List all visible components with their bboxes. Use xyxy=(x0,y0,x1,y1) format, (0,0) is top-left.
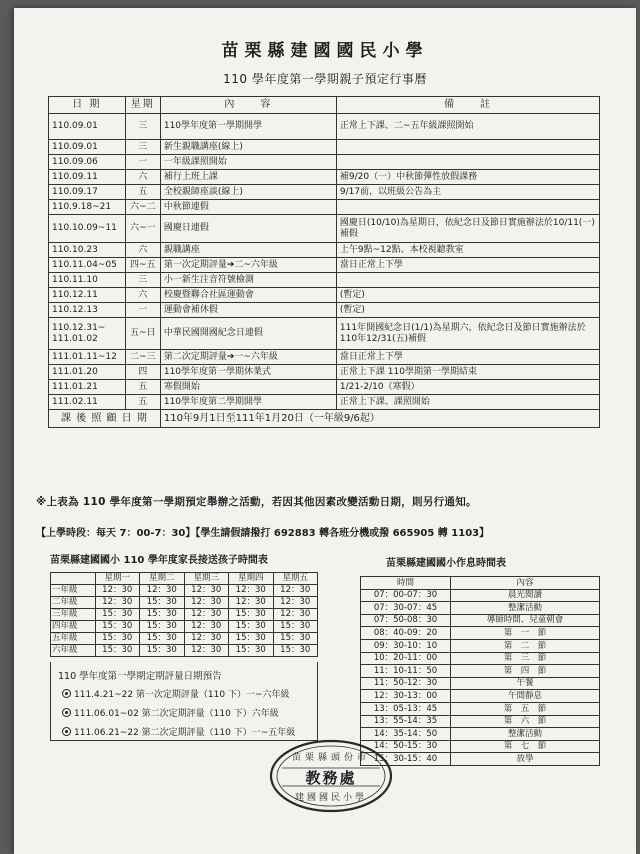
pickup-row xyxy=(51,585,318,597)
office-seal-stamp xyxy=(268,738,394,814)
header-weekday: 星期 xyxy=(125,97,160,114)
rest-time: 09：30-10：10 xyxy=(361,639,451,652)
exam-preview-title: 110 學年度第一學期定期評量日期預告 xyxy=(58,671,222,682)
calendar-weekday: 三 xyxy=(125,273,160,288)
calendar-date: 111.01.20 xyxy=(49,365,126,380)
rest-row xyxy=(361,652,600,665)
rest-row xyxy=(361,753,600,766)
calendar-row xyxy=(49,395,600,410)
calendar-date: 110.10.09~11 xyxy=(49,215,126,243)
calendar-date: 110.9.18~21 xyxy=(49,200,126,215)
rest-row xyxy=(361,690,600,703)
pickup-header-cell xyxy=(51,573,96,585)
pickup-grade: 一年級 xyxy=(51,585,96,597)
exam-item: 111.06.21~22 第二次定期評量（110 下）一~五年級 xyxy=(62,725,322,738)
calendar-row xyxy=(49,185,600,200)
calendar-row xyxy=(49,258,600,273)
rest-header-time: 時間 xyxy=(361,577,451,590)
pickup-time: 12：30 xyxy=(140,585,185,597)
rest-schedule-table xyxy=(360,576,600,766)
pickup-grade: 四年級 xyxy=(51,621,96,633)
calendar-item: 第一次定期評量➔二~六年級 xyxy=(160,258,336,273)
calendar-row xyxy=(49,200,600,215)
pickup-time: 12：30 xyxy=(184,609,229,621)
rest-table-title: 苗栗縣建國國小作息時間表 xyxy=(386,558,506,569)
pickup-time: 12：30 xyxy=(229,585,274,597)
calendar-date: 110.09.06 xyxy=(49,155,126,170)
rest-content: 第 五 節 xyxy=(451,702,600,715)
seal-bottom-text: 建國國民小學 xyxy=(294,793,368,803)
calendar-item: 寒假開始 xyxy=(160,380,336,395)
school-name: 苗栗縣建國國民小學 xyxy=(221,41,429,61)
document-page xyxy=(14,8,636,854)
calendar-weekday: 五 xyxy=(125,380,160,395)
calendar-item: 補行上班上課 xyxy=(160,170,336,185)
rest-content: 導師時間、兒童朝會 xyxy=(451,614,600,627)
calendar-date: 111.02.11 xyxy=(49,395,126,410)
rest-row xyxy=(361,602,600,615)
pickup-table-title: 苗栗縣建國國小 110 學年度家長接送孩子時間表 xyxy=(50,555,268,566)
bullet-icon xyxy=(62,689,71,698)
pickup-time: 12：30 xyxy=(273,585,318,597)
rest-header-content: 內容 xyxy=(451,577,600,590)
pickup-time: 12：30 xyxy=(184,621,229,633)
calendar-note xyxy=(336,200,599,215)
rest-time: 13：05-13：45 xyxy=(361,702,451,715)
calendar-date: 110.09.11 xyxy=(49,170,126,185)
pickup-time: 12：30 xyxy=(184,645,229,657)
rest-time: 11：50-12：30 xyxy=(361,677,451,690)
rest-row xyxy=(361,627,600,640)
calendar-weekday: 三 xyxy=(125,140,160,155)
calendar-date: 110.10.23 xyxy=(49,243,126,258)
calendar-note: 1/21-2/10（寒假） xyxy=(336,380,599,395)
calendar-date: 110.11.04~05 xyxy=(49,258,126,273)
after-school-care-label: 課 後 照 顧 日 期 xyxy=(49,410,161,428)
pickup-time: 12：30 xyxy=(184,585,229,597)
calendar-item: 新生親職講座(線上) xyxy=(160,140,336,155)
exam-item: 111.06.01~02 第二次定期評量（110 下）六年級 xyxy=(62,706,322,719)
rest-time: 07：50-08：30 xyxy=(361,614,451,627)
rest-time: 10：20-11：00 xyxy=(361,652,451,665)
calendar-weekday: 六~一 xyxy=(125,215,160,243)
calendar-note xyxy=(336,155,599,170)
rest-time: 14：35-14：50 xyxy=(361,728,451,741)
calendar-row xyxy=(49,170,600,185)
calendar-weekday: 五~日 xyxy=(125,318,160,350)
bullet-icon xyxy=(62,727,71,736)
calendar-note: 當日正常上下學 xyxy=(336,258,599,273)
calendar-row xyxy=(49,215,600,243)
calendar-date: 110.12.11 xyxy=(49,288,126,303)
calendar-date: 111.01.11~12 xyxy=(49,350,126,365)
after-school-care-row xyxy=(49,410,600,428)
calendar-date: 110.09.17 xyxy=(49,185,126,200)
calendar-weekday: 三 xyxy=(125,114,160,140)
seal-icon xyxy=(268,738,394,814)
pickup-grade: 三年級 xyxy=(51,609,96,621)
calendar-note: 補9/20（一）中秋節彈性放假課務 xyxy=(336,170,599,185)
pickup-time: 12：30 xyxy=(184,633,229,645)
calendar-weekday: 六~二 xyxy=(125,200,160,215)
pickup-table xyxy=(50,572,318,657)
rest-content: 第 六 節 xyxy=(451,715,600,728)
pickup-row xyxy=(51,645,318,657)
calendar-item: 第二次定期評量➔一~六年級 xyxy=(160,350,336,365)
rest-content: 放學 xyxy=(451,753,600,766)
calendar-row xyxy=(49,303,600,318)
calendar-note: 9/17前，以班級公告為主 xyxy=(336,185,599,200)
calendar-date: 110.12.31~ 111.01.02 xyxy=(49,318,126,350)
calendar-header-row xyxy=(49,97,600,114)
calendar-title: 110 學年度第一學期親子預定行事曆 xyxy=(223,72,427,86)
pickup-header-row xyxy=(51,573,318,585)
pickup-time: 15：30 xyxy=(140,609,185,621)
rest-time: 12：30-13：00 xyxy=(361,690,451,703)
rest-content: 整潔活動 xyxy=(451,602,600,615)
rest-content: 晨光閱讀 xyxy=(451,589,600,602)
pickup-header-cell: 星期二 xyxy=(140,573,185,585)
calendar-weekday: 四~五 xyxy=(125,258,160,273)
calendar-row xyxy=(49,273,600,288)
rest-header-row xyxy=(361,577,600,590)
rest-content: 第 三 節 xyxy=(451,652,600,665)
pickup-header-cell: 星期一 xyxy=(95,573,140,585)
calendar-row xyxy=(49,365,600,380)
calendar-item: 全校親師座談(線上) xyxy=(160,185,336,200)
rest-content: 第 七 節 xyxy=(451,740,600,753)
calendar-item: 校慶暨聯合社區運動會 xyxy=(160,288,336,303)
rest-time: 14：50-15：30 xyxy=(361,740,451,753)
calendar-note: 111年開國紀念日(1/1)為星期六，依紀念日及節日實施辦法於110年12/31(五)補假 xyxy=(336,318,599,350)
pickup-time: 15：30 xyxy=(229,633,274,645)
calendar-note: (暫定) xyxy=(336,288,599,303)
pickup-time: 15：30 xyxy=(273,633,318,645)
calendar-weekday: 五 xyxy=(125,395,160,410)
calendar-row xyxy=(49,155,600,170)
rest-content: 午餐 xyxy=(451,677,600,690)
pickup-time: 12：30 xyxy=(95,585,140,597)
pickup-header-cell: 星期三 xyxy=(184,573,229,585)
calendar-note: 國慶日(10/10)為星期日，依紀念日及節日實施辦法於10/11(一)補假 xyxy=(336,215,599,243)
pickup-time: 15：30 xyxy=(229,645,274,657)
after-school-care-dates: 110年9月1日至111年1月20日（一年級9/6起） xyxy=(160,410,599,428)
pickup-header-cell: 星期四 xyxy=(229,573,274,585)
pickup-row xyxy=(51,633,318,645)
rest-content: 第 二 節 xyxy=(451,639,600,652)
calendar-item: 110學年度第一學期開學 xyxy=(160,114,336,140)
rest-row xyxy=(361,728,600,741)
rest-row xyxy=(361,715,600,728)
calendar-date: 110.09.01 xyxy=(49,114,126,140)
rest-row xyxy=(361,677,600,690)
calendar-date: 110.09.01 xyxy=(49,140,126,155)
pickup-row xyxy=(51,621,318,633)
calendar-row xyxy=(49,114,600,140)
calendar-item: 運動會補休假 xyxy=(160,303,336,318)
office-hours: 【上學時段：每天 7：00-7：30】【學生請假請撥打 692883 轉各班分機或撥 665905 轉 1103】 xyxy=(36,528,490,539)
calendar-item: 親職講座 xyxy=(160,243,336,258)
pickup-time: 15：30 xyxy=(95,609,140,621)
pickup-time: 15：30 xyxy=(273,645,318,657)
pickup-time: 12：30 xyxy=(273,597,318,609)
change-notice: ※上表為 110 學年度第一學期預定舉辦之活動，若因其他因素改變活動日期，則另行通知。 xyxy=(36,496,477,508)
pickup-time: 15：30 xyxy=(229,621,274,633)
pickup-time: 15：30 xyxy=(229,609,274,621)
calendar-row xyxy=(49,380,600,395)
rest-content: 第 四 節 xyxy=(451,665,600,678)
calendar-note: 當日正常上下學 xyxy=(336,350,599,365)
calendar-row xyxy=(49,140,600,155)
calendar-weekday: 一 xyxy=(125,155,160,170)
calendar-item: 110學年度第二學期開學 xyxy=(160,395,336,410)
calendar-weekday: 二~三 xyxy=(125,350,160,365)
calendar-weekday: 四 xyxy=(125,365,160,380)
calendar-date: 110.11.10 xyxy=(49,273,126,288)
seal-outer-text: 苗栗縣頭份市 xyxy=(291,753,371,763)
calendar-note: (暫定) xyxy=(336,303,599,318)
calendar-note xyxy=(336,140,599,155)
calendar-date: 111.01.21 xyxy=(49,380,126,395)
calendar-date: 110.12.13 xyxy=(49,303,126,318)
pickup-time: 15：30 xyxy=(140,597,185,609)
rest-row xyxy=(361,589,600,602)
calendar-row xyxy=(49,288,600,303)
rest-content: 整潔活動 xyxy=(451,728,600,741)
rest-row xyxy=(361,639,600,652)
pickup-time: 15：30 xyxy=(140,621,185,633)
pickup-time: 15：30 xyxy=(273,621,318,633)
calendar-weekday: 六 xyxy=(125,288,160,303)
calendar-weekday: 五 xyxy=(125,185,160,200)
rest-time: 08：40-09：20 xyxy=(361,627,451,640)
pickup-time: 15：30 xyxy=(140,645,185,657)
pickup-time: 15：30 xyxy=(95,621,140,633)
rest-time: 13：55-14：35 xyxy=(361,715,451,728)
header-date: 日 期 xyxy=(49,97,126,114)
calendar-weekday: 六 xyxy=(125,243,160,258)
rest-time: 07：00-07：30 xyxy=(361,589,451,602)
rest-time: 11：10-11：50 xyxy=(361,665,451,678)
pickup-row xyxy=(51,609,318,621)
rest-time: 07：30-07：45 xyxy=(361,602,451,615)
rest-time: 15：30-15：40 xyxy=(361,753,451,766)
pickup-time: 15：30 xyxy=(140,633,185,645)
calendar-item: 中華民國開國紀念日連假 xyxy=(160,318,336,350)
seal-center-text: 教務處 xyxy=(305,769,357,787)
pickup-time: 12：30 xyxy=(229,597,274,609)
pickup-time: 15：30 xyxy=(95,645,140,657)
rest-row xyxy=(361,665,600,678)
header-note: 備 註 xyxy=(336,97,599,114)
calendar-item: 小一新生注音符號檢測 xyxy=(160,273,336,288)
bullet-icon xyxy=(62,708,71,717)
rest-row xyxy=(361,702,600,715)
calendar-row xyxy=(49,350,600,365)
rest-row xyxy=(361,614,600,627)
rest-content: 午間靜息 xyxy=(451,690,600,703)
calendar-item: 一年級課照開始 xyxy=(160,155,336,170)
calendar-weekday: 一 xyxy=(125,303,160,318)
pickup-grade: 六年級 xyxy=(51,645,96,657)
rest-row xyxy=(361,740,600,753)
calendar-note xyxy=(336,273,599,288)
calendar-note: 上午9點~12點、本校視聽教室 xyxy=(336,243,599,258)
calendar-item: 110學年度第一學期休業式 xyxy=(160,365,336,380)
calendar-note: 正常上下課、二~五年級課照開始 xyxy=(336,114,599,140)
calendar-note: 正常上下課、課照開始 xyxy=(336,395,599,410)
pickup-header-cell: 星期五 xyxy=(273,573,318,585)
calendar-row xyxy=(49,318,600,350)
calendar-table xyxy=(48,96,600,428)
calendar-note: 正常上下課 110學期第一學期結束 xyxy=(336,365,599,380)
exam-item: 111.4.21~22 第一次定期評量（110 下）一~六年級 xyxy=(62,687,322,700)
header-content: 內 容 xyxy=(160,97,336,114)
pickup-time: 12：30 xyxy=(273,609,318,621)
calendar-row xyxy=(49,243,600,258)
pickup-grade: 二年級 xyxy=(51,597,96,609)
pickup-grade: 五年級 xyxy=(51,633,96,645)
pickup-time: 12：30 xyxy=(184,597,229,609)
calendar-item: 中秋節連假 xyxy=(160,200,336,215)
calendar-item: 國慶日連假 xyxy=(160,215,336,243)
pickup-time: 12：30 xyxy=(95,597,140,609)
pickup-time: 15：30 xyxy=(95,633,140,645)
rest-content: 第 一 節 xyxy=(451,627,600,640)
calendar-weekday: 六 xyxy=(125,170,160,185)
pickup-row xyxy=(51,597,318,609)
